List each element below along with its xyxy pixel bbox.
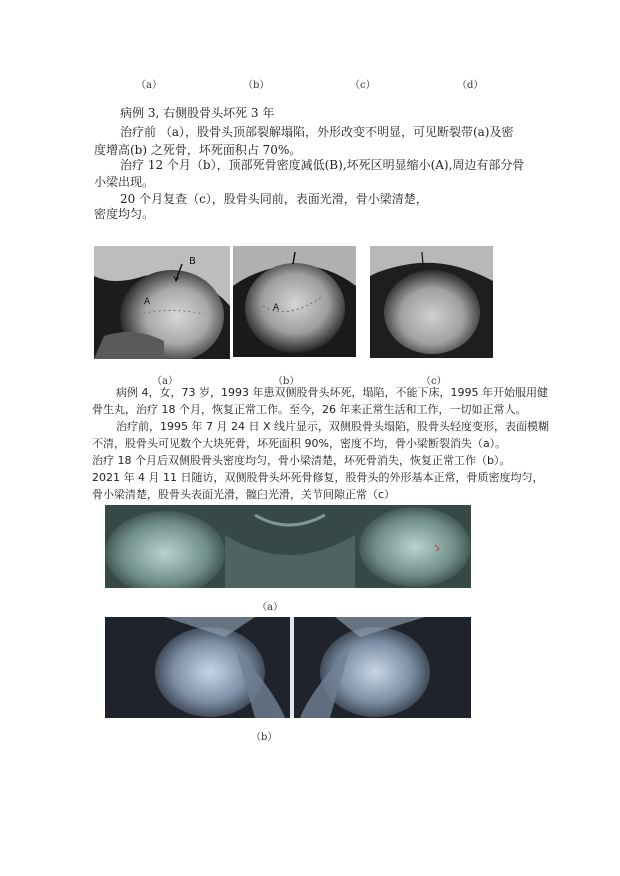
case3-line-6: 密度均匀。 (94, 207, 155, 221)
case3-caption-a: （a） (152, 376, 178, 387)
case3-heading: 病例 3, 右侧股骨头坏死 3 年 (120, 106, 275, 120)
case3-line-1: 治疗前 （a），股骨头顶部裂解塌陷，外形改变不明显，可见断裂带(a)及密 (120, 125, 514, 139)
case3-caption-b: （b） (273, 376, 300, 387)
xray-case4-b (105, 617, 471, 718)
xray-label-a: A (273, 303, 280, 313)
case4-line-6: 2021 年 4 月 11 日随访，双侧股骨头坏死骨修复，股骨头的外形基本正常，骨质密度均匀， (92, 471, 544, 484)
case4-line-7: 骨小梁清楚，股骨头表面光滑，髋臼光滑，关节间隙正常（c） (92, 488, 396, 501)
top-caption-d: （d） (457, 80, 484, 91)
xray-label-b: B (189, 256, 196, 267)
case4-line-4: 不清，股骨头可见数个大块死骨，坏死面积 90%，密度不均，骨小梁断裂消失（a）。 (92, 437, 507, 450)
xray-case3-b (233, 246, 356, 357)
xray-case4-a (105, 505, 471, 588)
case3-caption-c: （c） (421, 376, 447, 387)
case4-line-3: 治疗前，1995 年 7 月 24 日 X 线片显示，双侧股骨头塌陷，股骨头轻度变形，表面模糊 (116, 420, 549, 433)
case3-line-2: 度增高(b) 之死骨，坏死面积占 70%。 (94, 143, 302, 157)
xray-case3-a (94, 246, 230, 359)
top-caption-b: （b） (243, 80, 270, 91)
case4-line-5: 治疗 18 个月后双侧股骨头密度均匀，骨小梁清楚，坏死骨消失，恢复正常工作（b）。 (92, 454, 511, 467)
case4-line-2: 骨生丸，治疗 18 个月，恢复正常工作。至今，26 年来正常生活和工作，一切如正常人。 (92, 403, 527, 416)
case4-caption-b: （b） (251, 732, 278, 743)
top-caption-a: （a） (136, 80, 162, 91)
case4-line-1: 病例 4，女，73 岁，1993 年患双侧股骨头坏死，塌陷，不能下床，1995 年开始服用健 (116, 386, 548, 399)
case4-caption-a: （a） (257, 602, 283, 613)
top-caption-c: （c） (350, 80, 376, 91)
xray-label-a: A (144, 297, 151, 307)
case3-line-5: 20 个月复查（c），股骨头同前，表面光滑，骨小梁清楚， (120, 192, 428, 206)
case3-line-4: 小梁出现。 (94, 175, 155, 189)
xray-case3-c (370, 246, 493, 358)
case3-line-3: 治疗 12 个月（b），顶部死骨密度减低(B),坏死区明显缩小(A),周边有部分骨 (120, 158, 525, 172)
